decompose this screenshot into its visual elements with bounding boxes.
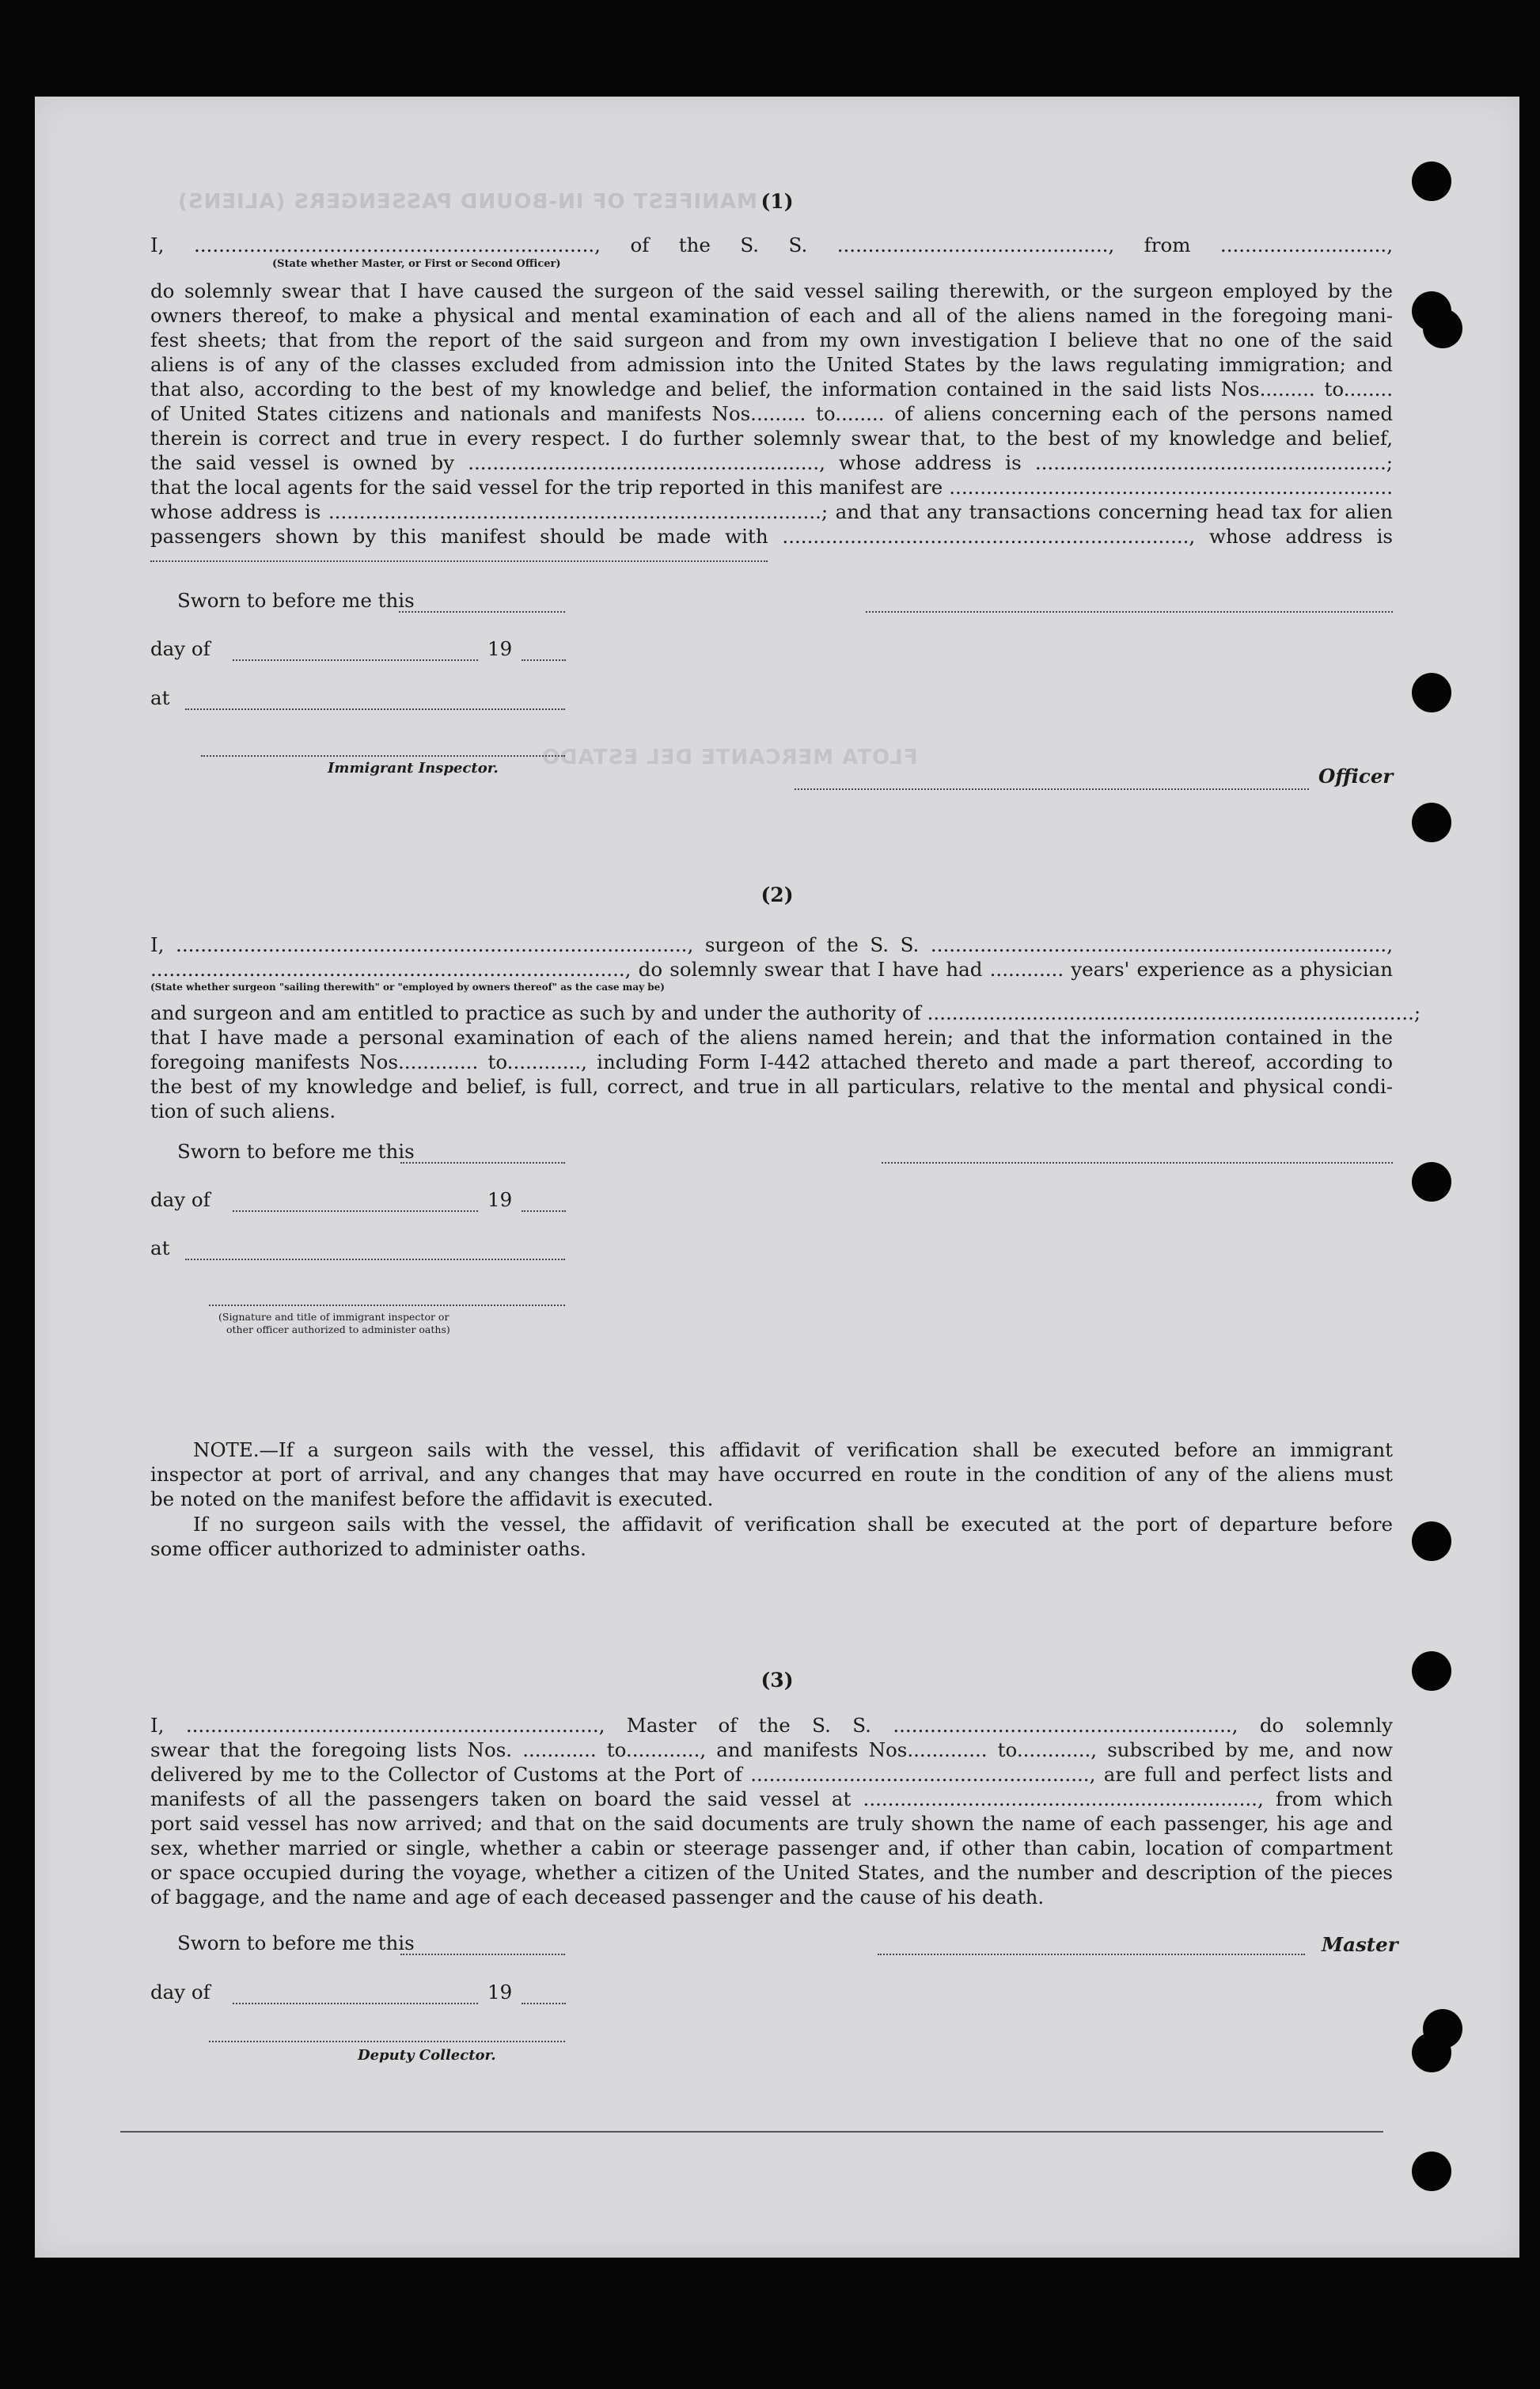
bottom-rule — [120, 2131, 1383, 2133]
document-page — [35, 97, 1519, 2258]
section-3-body-line: swear that the foregoing lists Nos. ............ to............, and manifests Nos............. to............, subscribed by me, and now — [150, 1738, 1393, 1761]
section-2-note-line: be noted on the manifest before the affidavit is executed. — [150, 1487, 714, 1510]
section-2-year-label: 19 — [487, 1188, 513, 1211]
section-3-body-line: sex, whether married or single, whether a cabin or steerage passenger and, if other than cabin, location of compartment — [150, 1836, 1393, 1859]
section-1-master-signature-field[interactable] — [866, 611, 1393, 613]
section-1-sworn-label: Sworn to before me this — [177, 589, 415, 612]
section-1-year-label: 19 — [487, 637, 513, 660]
section-2-note-line: some officer authorized to administer oaths. — [150, 1537, 586, 1560]
bleed-through-header: MANIFEST OF IN-BOUND PASSENGERS (ALIENS) — [177, 190, 757, 214]
section-2-body-line: and surgeon and am entitled to practice as such by and under the authority of ...............................................................................; — [150, 1001, 1421, 1024]
section-2-day-of-label: day of — [150, 1188, 211, 1211]
section-1-agent-address-field[interactable] — [150, 560, 768, 562]
binder-hole — [1412, 803, 1451, 842]
binder-hole — [1412, 2152, 1451, 2191]
section-2-note-line: NOTE.—If a surgeon sails with the vessel, this affidavit of verification shall be executed before an immigrant — [193, 1438, 1393, 1461]
section-3-body-line: delivered by me to the Collector of Customs at the Port of ......................................................., are full and perfect lists and — [150, 1763, 1393, 1786]
section-2-body-line: that I have made a personal examination of each of the aliens named herein; and that the information contained in the — [150, 1026, 1393, 1049]
section-1-body-line: owners thereof, to make a physical and mental examination of each and all of the aliens named in the foregoing mani- — [150, 304, 1393, 327]
section-3-year-label: 19 — [487, 1981, 513, 2003]
binder-hole — [1423, 309, 1462, 348]
section-1-officer-caption: (State whether Master, or First or Second Officer) — [272, 258, 561, 270]
section-1-body-line: do solemnly swear that I have caused the surgeon of the said vessel sailing therewith, or the surgeon employed by the — [150, 279, 1393, 302]
section-3-collector-label: Deputy Collector. — [358, 2047, 496, 2064]
section-3-master-label: Master — [1322, 1933, 1398, 1956]
section-3-body-line: or space occupied during the voyage, whether a citizen of the United States, and the number and description of the pieces — [150, 1861, 1393, 1884]
section-3-day-of-label: day of — [150, 1981, 211, 2003]
section-2-surgeon-caption: (State whether surgeon "sailing therewith" or "employed by owners thereof" as the case may be) — [150, 982, 665, 993]
section-2-sworn-label: Sworn to before me this — [177, 1140, 415, 1163]
section-2-experience-line: ............................................................................., do solemnly swear that I have had ............ years' experience as a physician — [150, 958, 1393, 981]
section-3-number: (3) — [761, 1669, 794, 1692]
section-2-inspector-signature-field[interactable] — [209, 1305, 565, 1306]
section-3-sworn-label: Sworn to before me this — [177, 1931, 415, 1954]
binder-hole — [1412, 2033, 1451, 2072]
section-2-body-line: foregoing manifests Nos............. to............, including Form I-442 attached thereto and made a part thereof, according to — [150, 1050, 1393, 1073]
section-3-body-line: port said vessel has now arrived; and that on the said documents are truly shown the name of each passenger, his age and — [150, 1812, 1393, 1835]
section-1-at-label: at — [150, 686, 170, 709]
section-1-body-line: whose address is ................................................................................; and that any transactions concerning head tax for alien — [150, 500, 1393, 523]
section-1-body-line: of United States citizens and nationals and manifests Nos......... to........ of aliens concerning each of the persons named — [150, 402, 1393, 425]
binder-hole — [1412, 1651, 1451, 1691]
section-1-day-field[interactable] — [233, 659, 478, 661]
section-2-sworn-date-field[interactable] — [400, 1162, 565, 1164]
bleed-through-stamp: FLOTA MERCANTE DEL ESTADO — [541, 746, 918, 769]
section-3-body-line: I, ..................................................................., Master of the S. S. ......................................................., do solemnly — [150, 1714, 1393, 1737]
section-1-oath-opening: I, ................................................................., of the S. S. ............................................, from ..........................., — [150, 234, 1393, 256]
section-1-officer-name-field[interactable] — [795, 788, 1309, 790]
section-1-body-line: aliens is of any of the classes excluded from admission into the United States by the laws regulating immigration; and — [150, 353, 1393, 376]
section-1-inspector-label: Immigrant Inspector. — [328, 760, 499, 777]
section-2-body-line: the best of my knowledge and belief, is full, correct, and true in all particulars, relative to the mental and physical condi- — [150, 1075, 1393, 1098]
section-1-body-line: the said vessel is owned by ........................................................., whose address is .........................................................; — [150, 451, 1393, 474]
section-2-surgeon-signature-field[interactable] — [882, 1162, 1393, 1164]
section-2-signer-caption-line: other officer authorized to administer oaths) — [226, 1324, 450, 1335]
section-3-body-line: manifests of all the passengers taken on board the said vessel at ................................................................, from which — [150, 1787, 1393, 1810]
section-1-inspector-signature-field[interactable] — [201, 755, 565, 757]
binder-hole — [1412, 1162, 1451, 1202]
section-3-year-field[interactable] — [522, 2003, 566, 2004]
section-2-note-line: If no surgeon sails with the vessel, the affidavit of verification shall be executed at the port of departure before — [193, 1513, 1393, 1536]
section-1-officer-label: Officer — [1318, 765, 1394, 788]
section-1-body-line: that the local agents for the said vessel for the trip reported in this manifest are ........................................................................ — [150, 476, 1393, 499]
binder-hole — [1412, 1521, 1451, 1561]
section-3-body-line: of baggage, and the name and age of each deceased passenger and the cause of his death. — [150, 1886, 1045, 1909]
section-2-number: (2) — [761, 883, 794, 906]
section-2-year-field[interactable] — [522, 1210, 566, 1212]
section-2-oath-opening: I, ..................................................................................., surgeon of the S. S. .........................................................................., — [150, 933, 1393, 956]
section-1-sworn-date-field[interactable] — [399, 611, 565, 613]
section-3-sworn-date-field[interactable] — [400, 1954, 565, 1955]
section-1-body-line: that also, according to the best of my knowledge and belief, the information contained in the said lists Nos......... to........ — [150, 378, 1393, 401]
binder-hole — [1412, 673, 1451, 712]
binder-hole — [1412, 161, 1451, 201]
section-3-day-field[interactable] — [233, 2003, 478, 2004]
section-1-number: (1) — [761, 190, 794, 213]
section-1-at-field[interactable] — [185, 708, 565, 710]
section-1-body-line: passengers shown by this manifest should be made with .................................................................., whose address is — [150, 525, 1393, 548]
section-3-master-signature-field[interactable] — [878, 1954, 1305, 1955]
section-1-body-line: fest sheets; that from the report of the said surgeon and from my own investigation I believe that no one of the said — [150, 329, 1393, 351]
section-1-day-of-label: day of — [150, 637, 211, 660]
section-2-note-line: inspector at port of arrival, and any changes that may have occurred en route in the condition of any of the aliens must — [150, 1463, 1393, 1486]
section-2-at-label: at — [150, 1236, 170, 1259]
section-1-body-line: therein is correct and true in every respect. I do further solemnly swear that, to the best of my knowledge and belief, — [150, 427, 1393, 450]
section-3-collector-signature-field[interactable] — [209, 2041, 565, 2042]
section-2-day-field[interactable] — [233, 1210, 478, 1212]
section-2-at-field[interactable] — [185, 1259, 565, 1260]
section-2-body-line: tion of such aliens. — [150, 1100, 336, 1122]
section-1-year-field[interactable] — [522, 659, 566, 661]
section-2-signer-caption-line: (Signature and title of immigrant inspector or — [218, 1311, 449, 1323]
